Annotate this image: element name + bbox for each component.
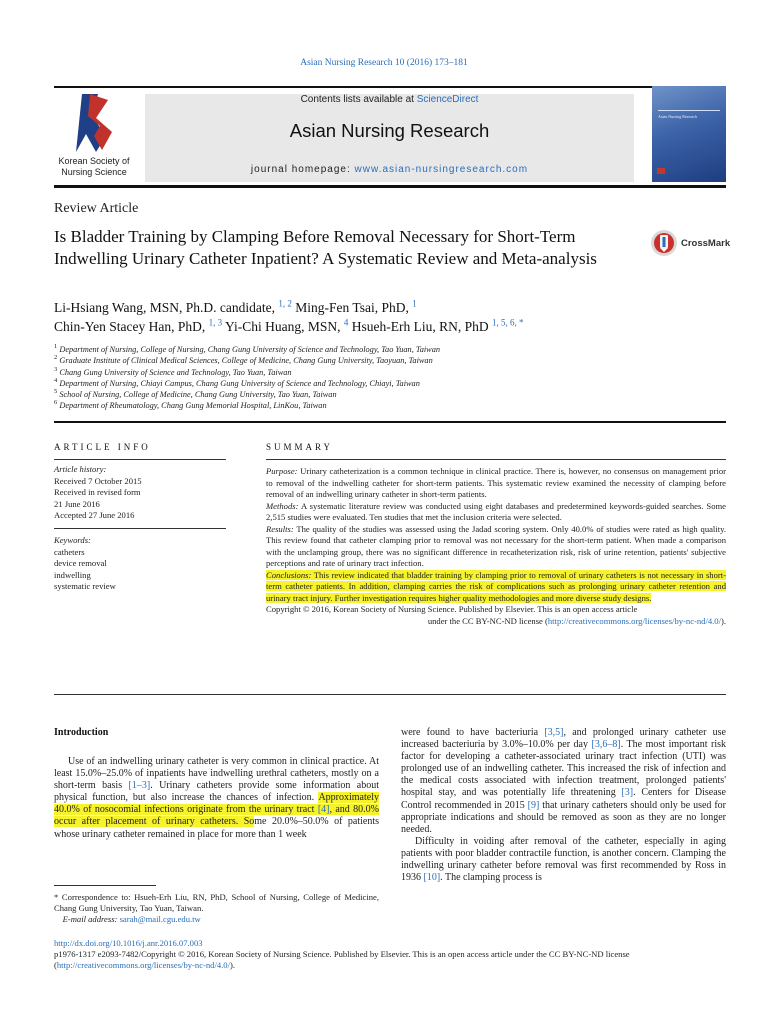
society-logo-text: Korean Society of Nursing Science — [58, 156, 130, 177]
summary-license: under the CC BY-NC-ND license (http://creativecommons.org/licenses/by-nc-nd/4.0/). — [427, 615, 726, 626]
summary-copyright: Copyright © 2016, Korean Society of Nursing Science. Published by Elsevier. This is an open access article — [266, 604, 638, 614]
author-list — [54, 298, 734, 336]
article-info-heading: ARTICLE INFO — [54, 442, 151, 452]
affiliation-item: $^6$ Department of Rheumatology, Chang Gung Memorial Hospital, LinKou, Taiwan — [54, 399, 327, 411]
society-emblem-icon — [68, 92, 120, 154]
author-affiliation-ref[interactable]: 1, 5, 6, * — [492, 317, 524, 328]
author-name: Yi-Chi Huang, MSN, — [222, 319, 344, 334]
keyword-list — [54, 535, 229, 593]
journal-citation-link[interactable]: Asian Nursing Research 10 (2016) 173–181 — [300, 58, 468, 68]
keyword-item: catheters — [54, 546, 85, 557]
author-affiliation-ref[interactable]: 1, 3 — [208, 317, 223, 328]
body-column-left — [54, 756, 379, 841]
journal-name: Asian Nursing Research — [289, 120, 490, 141]
header-top-rule — [54, 86, 726, 88]
affiliation-item: $^2$ Graduate Institute of Clinical Medical Sciences, College of Medicine, Chang Gung University, Taoyuan, Taiwan — [54, 354, 433, 366]
body-column-right — [401, 727, 726, 884]
author-affiliation-ref[interactable]: 1, 2 — [278, 298, 292, 309]
section-rule — [54, 421, 726, 423]
citation-link[interactable]: [4] — [317, 804, 330, 816]
summary-abstract — [266, 466, 726, 627]
author-name: Chin-Yen Stacey Han, PhD, — [54, 319, 209, 334]
intro-paragraph: were found to have bacteriuria [3,5], and prolonged urinary catheter use increased bacteriuria by 3.0%–10.0% per day [3,6–8]. The most important risk factor for developing a catheter-associated urinary tract infection (UTI) was prolonged use of an indwelling catheter. This increased the risk of infection and the medical costs associated with infection treatment, prolonged patients' hospital stay, and was potentially life threatening [3]. Centers for Disease Control recommended in 2015 [9] that urinary catheters should only be used for appropriate indications and should be removed as soon as they are no longer needed. — [401, 727, 726, 835]
article-title: Is Bladder Training by Clamping Before Removal Necessary for Short-Term Indwelling Urinary Catheter Inpatient? A Systematic Review and Meta-analysis — [54, 227, 597, 268]
affiliation-item: $^3$ Chang Gung University of Science and Technology, Tao Yuan, Taiwan — [54, 365, 292, 377]
crossmark-label: CrossMark — [681, 238, 731, 249]
history-item: Received 7 October 2015 — [54, 475, 142, 486]
contents-line — [145, 94, 634, 105]
email-line: E-mail address: sarah@mail.cgu.edu.tw — [62, 914, 201, 924]
keyword-item: indwelling — [54, 569, 91, 580]
citation-link[interactable]: [3,6–8] — [591, 739, 621, 751]
author-affiliation-ref[interactable]: 1 — [412, 298, 417, 309]
citation-link[interactable]: [10] — [423, 872, 441, 884]
article-type: Review Article — [54, 201, 139, 216]
citation-link[interactable]: [3] — [621, 787, 634, 799]
society-logo — [54, 92, 142, 182]
author-affiliation-ref[interactable]: 4 — [343, 317, 349, 328]
article-history — [54, 464, 229, 522]
summary-purpose: Purpose: Urinary catheterization is a common technique in clinical practice. There is, however, no consensus on management prior to removal of the indwelling catheter for short-term patients. This systematic review examined the necessity of clamping before removal of an indwelling urinary catheter in short-term patients. — [266, 466, 726, 499]
summary-rule — [266, 459, 726, 460]
sciencedirect-link[interactable]: ScienceDirect — [416, 94, 479, 105]
doi-link[interactable]: http://dx.doi.org/10.1016/j.anr.2016.07.003 — [54, 938, 203, 948]
issn-copyright-line: p1976-1317 e2093-7482/Copyright © 2016, Korean Society of Nursing Science. Published by Elsevier. This is an open access article under the CC BY-NC-ND license (http://creativecommons.org/licenses/by-nc-nd/4.0/). — [54, 949, 630, 970]
summary-methods: Methods: A systematic literature review was conducted using eight databases and predetermined keywords-guided searches. Some 2,515 studies were evaluated. Ten studies that met the inclusion criteria were selected. — [266, 500, 726, 522]
cover-band — [658, 110, 720, 111]
correspondence-footnote — [54, 892, 379, 925]
cover-logo-mark — [657, 168, 665, 174]
keywords-label: Keywords: — [54, 535, 91, 545]
summary-conclusions: Conclusions: This review indicated that bladder training by clamping prior to removal of urinary catheters is not necessary in short-term catheter patients. In addition, clamping carries the risk of complications such as prolonging urinary catheter retention and urinary tract injury. Further investigation requires higher quality methodologies and more diverse study designs. — [266, 569, 726, 603]
author-name: Li-Hsiang Wang, MSN, Ph.D. candidate, — [54, 300, 279, 315]
history-item: Received in revised form — [54, 487, 141, 497]
citation-link[interactable]: [3,5] — [544, 727, 564, 738]
journal-cover-thumbnail — [652, 86, 726, 182]
article-info-rule — [54, 459, 226, 460]
license-link[interactable]: http://creativecommons.org/licenses/by-nc-nd/4.0/ — [547, 615, 721, 626]
summary-heading: SUMMARY — [266, 442, 334, 452]
footnote-rule — [54, 885, 156, 886]
crossmark-icon — [650, 228, 678, 258]
affiliation-item: $^1$ Department of Nursing, College of Nursing, Chang Gung University of Science and Technology, Tao Yuan, Taiwan — [54, 343, 440, 354]
affiliation-item: $^5$ School of Nursing, College of Medicine, Chang Gung University, Tao Yuan, Taiwan — [54, 388, 337, 400]
keyword-item: device removal — [54, 558, 107, 568]
history-item: 21 June 2016 — [54, 498, 100, 509]
intro-paragraph: Difficulty in voiding after removal of the catheter, especially in aging patients with poor bladder contractile function, is another concern. Clamping the indwelling urinary catheter before removal was first recommended by Ross in 1936 [10]. The clamping process is — [401, 835, 726, 884]
affiliation-list — [54, 344, 734, 412]
summary-results: Results: The quality of the studies was assessed using the Jadad scoring system. Only 40.0% of studies were rated as high quality. This review found that catheter clamping prior to removal was not necessary for the short-term patient. When made a comparison with the unclamping group, there was no significant difference in recatheterization risk, risk of urine retention, patients' subjective perceptions and rate of urinary tract infection. — [266, 523, 726, 568]
author-name: Ming-Fen Tsai, PhD, — [291, 300, 413, 315]
affiliation-item: $^4$ Department of Nursing, Chiayi Campus, Chang Gung University of Science and Technology, Chiayi, Taiwan — [54, 377, 420, 388]
homepage-prefix: journal homepage: — [250, 164, 355, 175]
license-link[interactable]: http://creativecommons.org/licenses/by-nc-nd/4.0/ — [56, 960, 230, 970]
contents-prefix: Contents lists available at — [300, 94, 417, 105]
citation-link[interactable]: [1–3] — [128, 780, 151, 792]
email-link[interactable]: sarah@mail.cgu.edu.tw — [119, 914, 201, 924]
author-name: Hsueh-Erh Liu, RN, PhD — [348, 319, 493, 334]
keywords-rule — [54, 528, 226, 529]
journal-header-panel — [145, 94, 634, 182]
keyword-item: systematic review — [54, 581, 116, 591]
intro-paragraph: Use of an indwelling urinary catheter is very common in clinical practice. At least 15.0%–25.0% of inpatients have indwelling urethral catheters, mostly on a short-term basis [1–3]. Urinary catheters provide some information about physical function, but also increase the chances of infection. Approximately 40.0% of nosocomial infections originate from the urinary tract [4], and 80.0% occur after placement of urinary catheters. Some 20.0%–50.0% of patients whose urinary catheter remained in place for more than 1 week — [54, 756, 380, 840]
citation-link[interactable]: [9] — [527, 799, 540, 811]
crossmark-button[interactable] — [650, 228, 730, 260]
correspondence-text: * Correspondence to: Hsueh-Erh Liu, RN, PhD, School of Nursing, College of Medicine, Chang Gung University, Tao Yuan, Taiwan. — [54, 892, 379, 913]
homepage-line — [145, 164, 634, 175]
history-item: Accepted 27 June 2016 — [54, 510, 135, 520]
header-bottom-rule — [54, 185, 726, 188]
homepage-link[interactable]: www.asian-nursingresearch.com — [354, 164, 529, 175]
history-label: Article history: — [54, 464, 107, 474]
summary-bottom-rule — [54, 694, 726, 695]
introduction-heading: Introduction — [54, 727, 109, 738]
cover-title: Asian Nursing Research — [658, 114, 697, 119]
